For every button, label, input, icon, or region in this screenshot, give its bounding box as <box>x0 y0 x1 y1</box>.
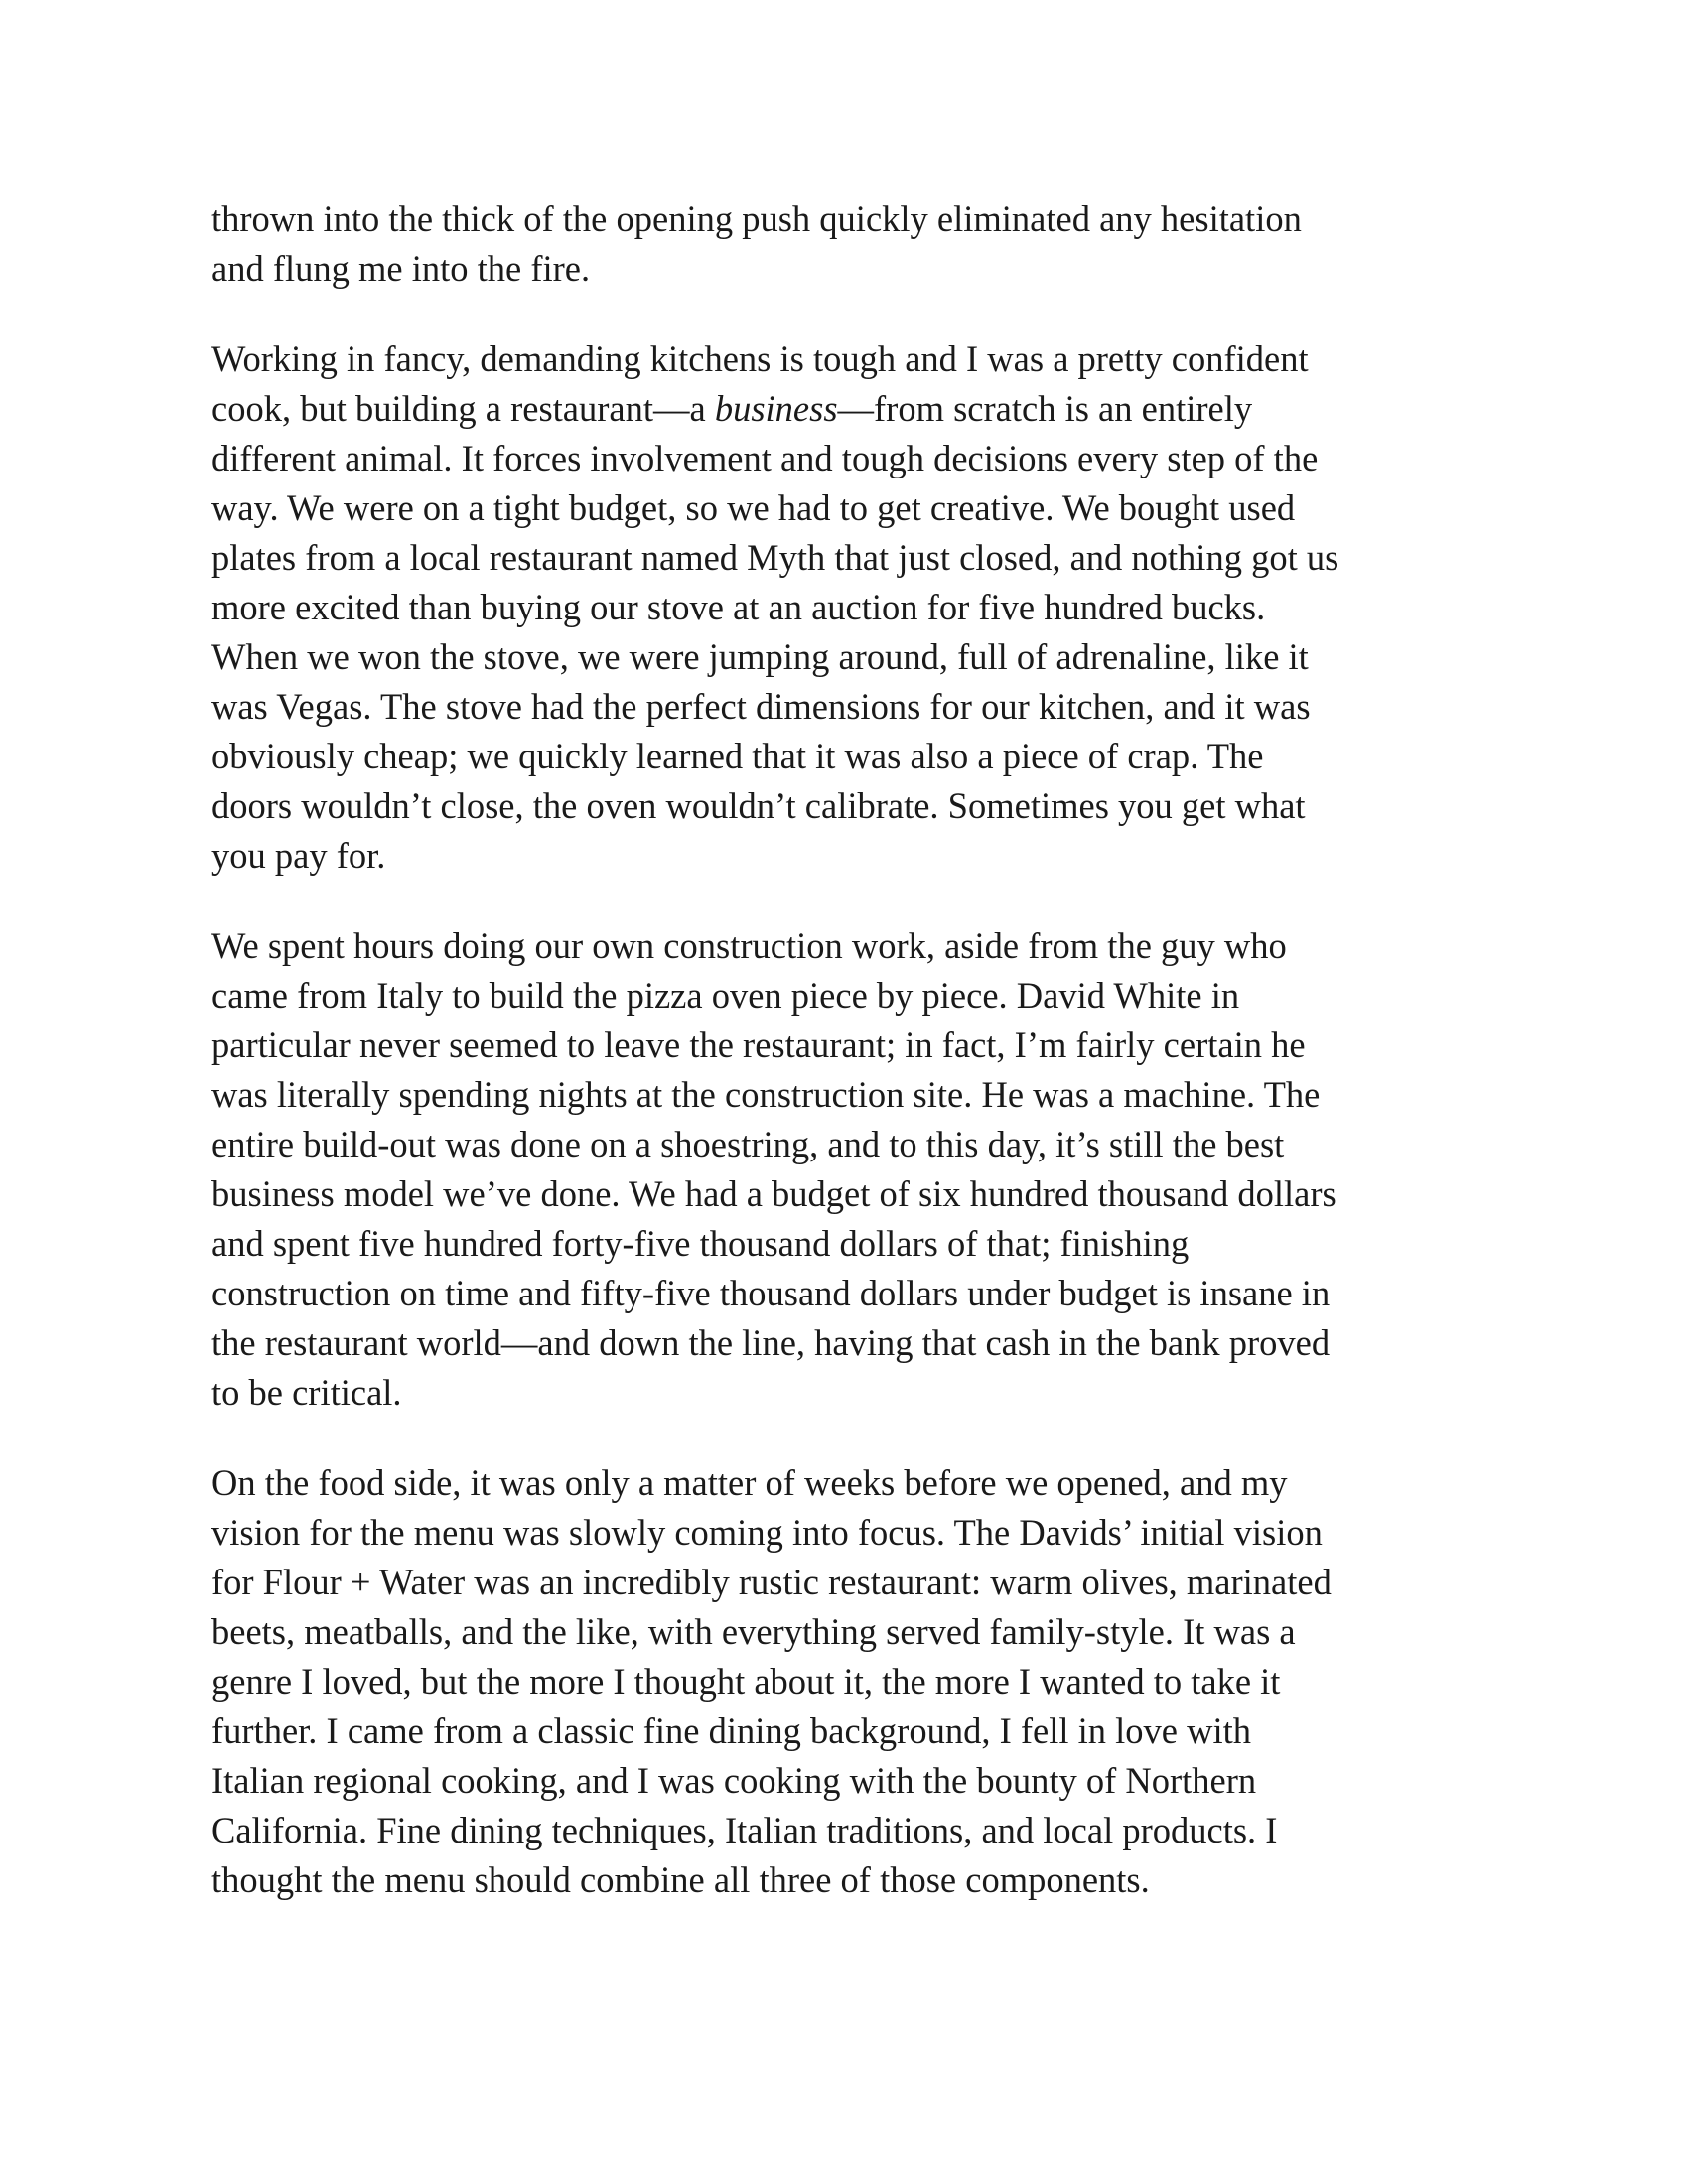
text-line: plates from a local restaurant named Myth that just closed, and nothing got us <box>211 537 1339 578</box>
text-line: obviously cheap; we quickly learned that it was also a piece of crap. The <box>211 736 1264 776</box>
paragraph-4 <box>211 1458 1502 1905</box>
text-line: and spent five hundred forty-five thousand dollars of that; finishing <box>211 1223 1190 1264</box>
text-run: —from scratch is an entirely <box>837 388 1253 429</box>
text-line: California. Fine dining techniques, Italian traditions, and local products. I <box>211 1810 1278 1850</box>
text-line: more excited than buying our stove at an auction for five hundred bucks. <box>211 587 1266 627</box>
paragraph-3 <box>211 921 1502 1418</box>
text-line: further. I came from a classic fine dining background, I fell in love with <box>211 1710 1252 1751</box>
text-line: to be critical. <box>211 1372 402 1413</box>
text-line: thought the menu should combine all three of those components. <box>211 1859 1150 1900</box>
page-body <box>211 195 1502 1946</box>
text-line: business model we’ve done. We had a budget of six hundred thousand dollars <box>211 1173 1336 1214</box>
text-line: was Vegas. The stove had the perfect dimensions for our kitchen, and it was <box>211 686 1311 727</box>
text-line: entire build-out was done on a shoestring, and to this day, it’s still the best <box>211 1124 1285 1164</box>
text-line: Working in fancy, demanding kitchens is tough and I was a pretty confident <box>211 339 1309 379</box>
text-line: way. We were on a tight budget, so we had to get creative. We bought used <box>211 487 1296 528</box>
text-line: different animal. It forces involvement and tough decisions every step of the <box>211 438 1319 478</box>
text-line: When we won the stove, we were jumping around, full of adrenaline, like it <box>211 636 1309 677</box>
text-line: came from Italy to build the pizza oven piece by piece. David White in <box>211 975 1240 1016</box>
text-line: particular never seemed to leave the restaurant; in fact, I’m fairly certain he <box>211 1024 1306 1065</box>
text-line: genre I loved, but the more I thought about it, the more I wanted to take it <box>211 1661 1281 1702</box>
text-line: We spent hours doing our own construction work, aside from the guy who <box>211 925 1287 966</box>
text-line: you pay for. <box>211 835 386 876</box>
text-line: the restaurant world—and down the line, having that cash in the bank proved <box>211 1322 1331 1363</box>
text-line: was literally spending nights at the construction site. He was a machine. The <box>211 1074 1321 1115</box>
text-run: cook, but building a restaurant—a <box>211 388 715 429</box>
italic-word: business <box>714 388 838 429</box>
text-line: for Flour + Water was an incredibly rustic restaurant: warm olives, marinated <box>211 1562 1332 1602</box>
text-line: doors wouldn’t close, the oven wouldn’t calibrate. Sometimes you get what <box>211 785 1306 826</box>
text-line: On the food side, it was only a matter of weeks before we opened, and my <box>211 1462 1288 1503</box>
paragraph-2 <box>211 335 1502 881</box>
text-line: beets, meatballs, and the like, with everything served family-style. It was a <box>211 1611 1296 1652</box>
text-line: Italian regional cooking, and I was cooking with the bounty of Northern <box>211 1760 1257 1801</box>
text-line: and flung me into the fire. <box>211 248 591 289</box>
text-line-with-italic <box>211 384 1502 434</box>
text-line: thrown into the thick of the opening push quickly eliminated any hesitation <box>211 199 1302 239</box>
text-line: construction on time and fifty-five thousand dollars under budget is insane in <box>211 1273 1331 1313</box>
paragraph-1 <box>211 195 1502 294</box>
text-line: vision for the menu was slowly coming into focus. The Davids’ initial vision <box>211 1512 1323 1553</box>
